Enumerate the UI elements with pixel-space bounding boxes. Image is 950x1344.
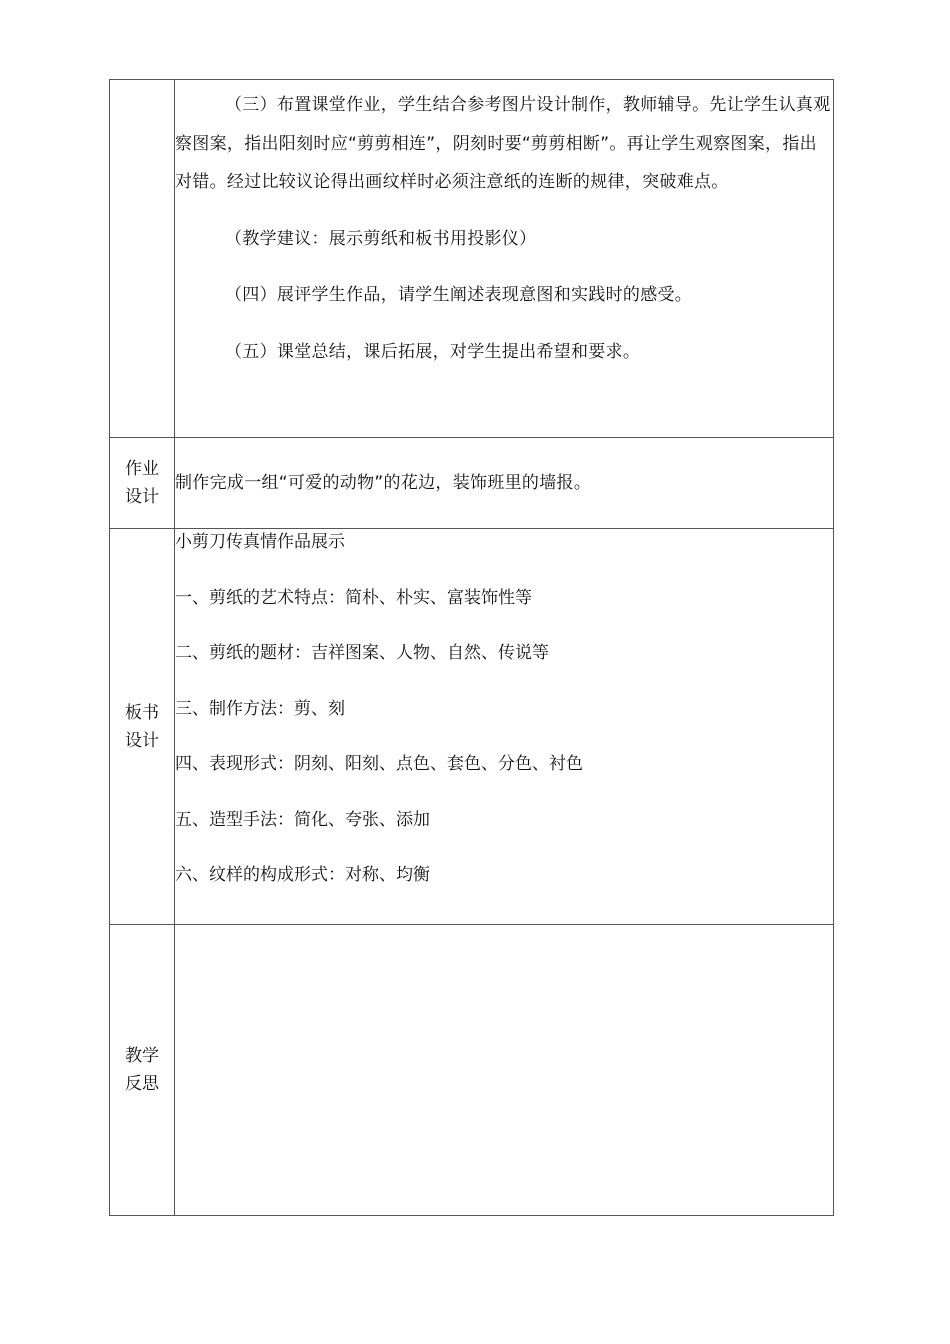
reflection-label-line1: 教学 bbox=[125, 1046, 159, 1066]
reflection-label-line2: 反思 bbox=[125, 1074, 159, 1094]
teaching-process-content bbox=[175, 80, 834, 438]
lesson-plan-table bbox=[109, 79, 834, 1216]
homework-label-line1: 作业 bbox=[125, 459, 159, 479]
step-four-paragraph: （四）展评学生作品，请学生阐述表现意图和实践时的感受。 bbox=[225, 285, 693, 305]
step-three-paragraph: （三）布置课堂作业，学生结合参考图片设计制作，教师辅导。先让学生认真观察图案，指出阳刻时应“剪剪相连”，阴刻时要“剪剪相断”。再让学生观察图案，指出对错。经过比较议论得出画纹样时必须注意纸的连断的规律，突破难点。 bbox=[175, 95, 831, 192]
homework-row bbox=[110, 438, 834, 529]
reflection-row bbox=[110, 925, 834, 1216]
board-line-1: 一、剪纸的艺术特点：简朴、朴实、富装饰性等 bbox=[175, 587, 532, 608]
board-design-label bbox=[110, 529, 175, 925]
homework-label bbox=[110, 438, 175, 529]
board-design-content bbox=[175, 529, 834, 925]
homework-label-line2: 设计 bbox=[125, 487, 159, 507]
board-label-line2: 设计 bbox=[125, 730, 159, 751]
step-five-paragraph: （五）课堂总结，课后拓展，对学生提出希望和要求。 bbox=[225, 341, 641, 362]
homework-text: 制作完成一组“可爱的动物”的花边，装饰班里的墙报。 bbox=[175, 472, 592, 493]
board-title: 小剪刀传真情作品展示 bbox=[175, 532, 345, 552]
teaching-process-row bbox=[110, 80, 834, 438]
board-design-row bbox=[110, 529, 834, 925]
homework-content bbox=[175, 438, 834, 529]
teaching-process-label-cell bbox=[110, 80, 175, 438]
board-label-line1: 板书 bbox=[125, 702, 159, 723]
board-line-3: 三、制作方法：剪、刻 bbox=[175, 698, 345, 719]
teaching-suggestion: （教学建议：展示剪纸和板书用投影仪） bbox=[225, 228, 537, 249]
board-line-5: 五、造型手法：简化、夸张、添加 bbox=[175, 809, 430, 830]
board-line-2: 二、剪纸的题材：吉祥图案、人物、自然、传说等 bbox=[175, 643, 549, 663]
board-line-6: 六、纹样的构成形式：对称、均衡 bbox=[175, 865, 430, 885]
reflection-content bbox=[175, 925, 834, 1216]
board-line-4: 四、表现形式：阴刻、阳刻、点色、套色、分色、衬色 bbox=[175, 754, 583, 774]
reflection-label bbox=[110, 925, 175, 1216]
